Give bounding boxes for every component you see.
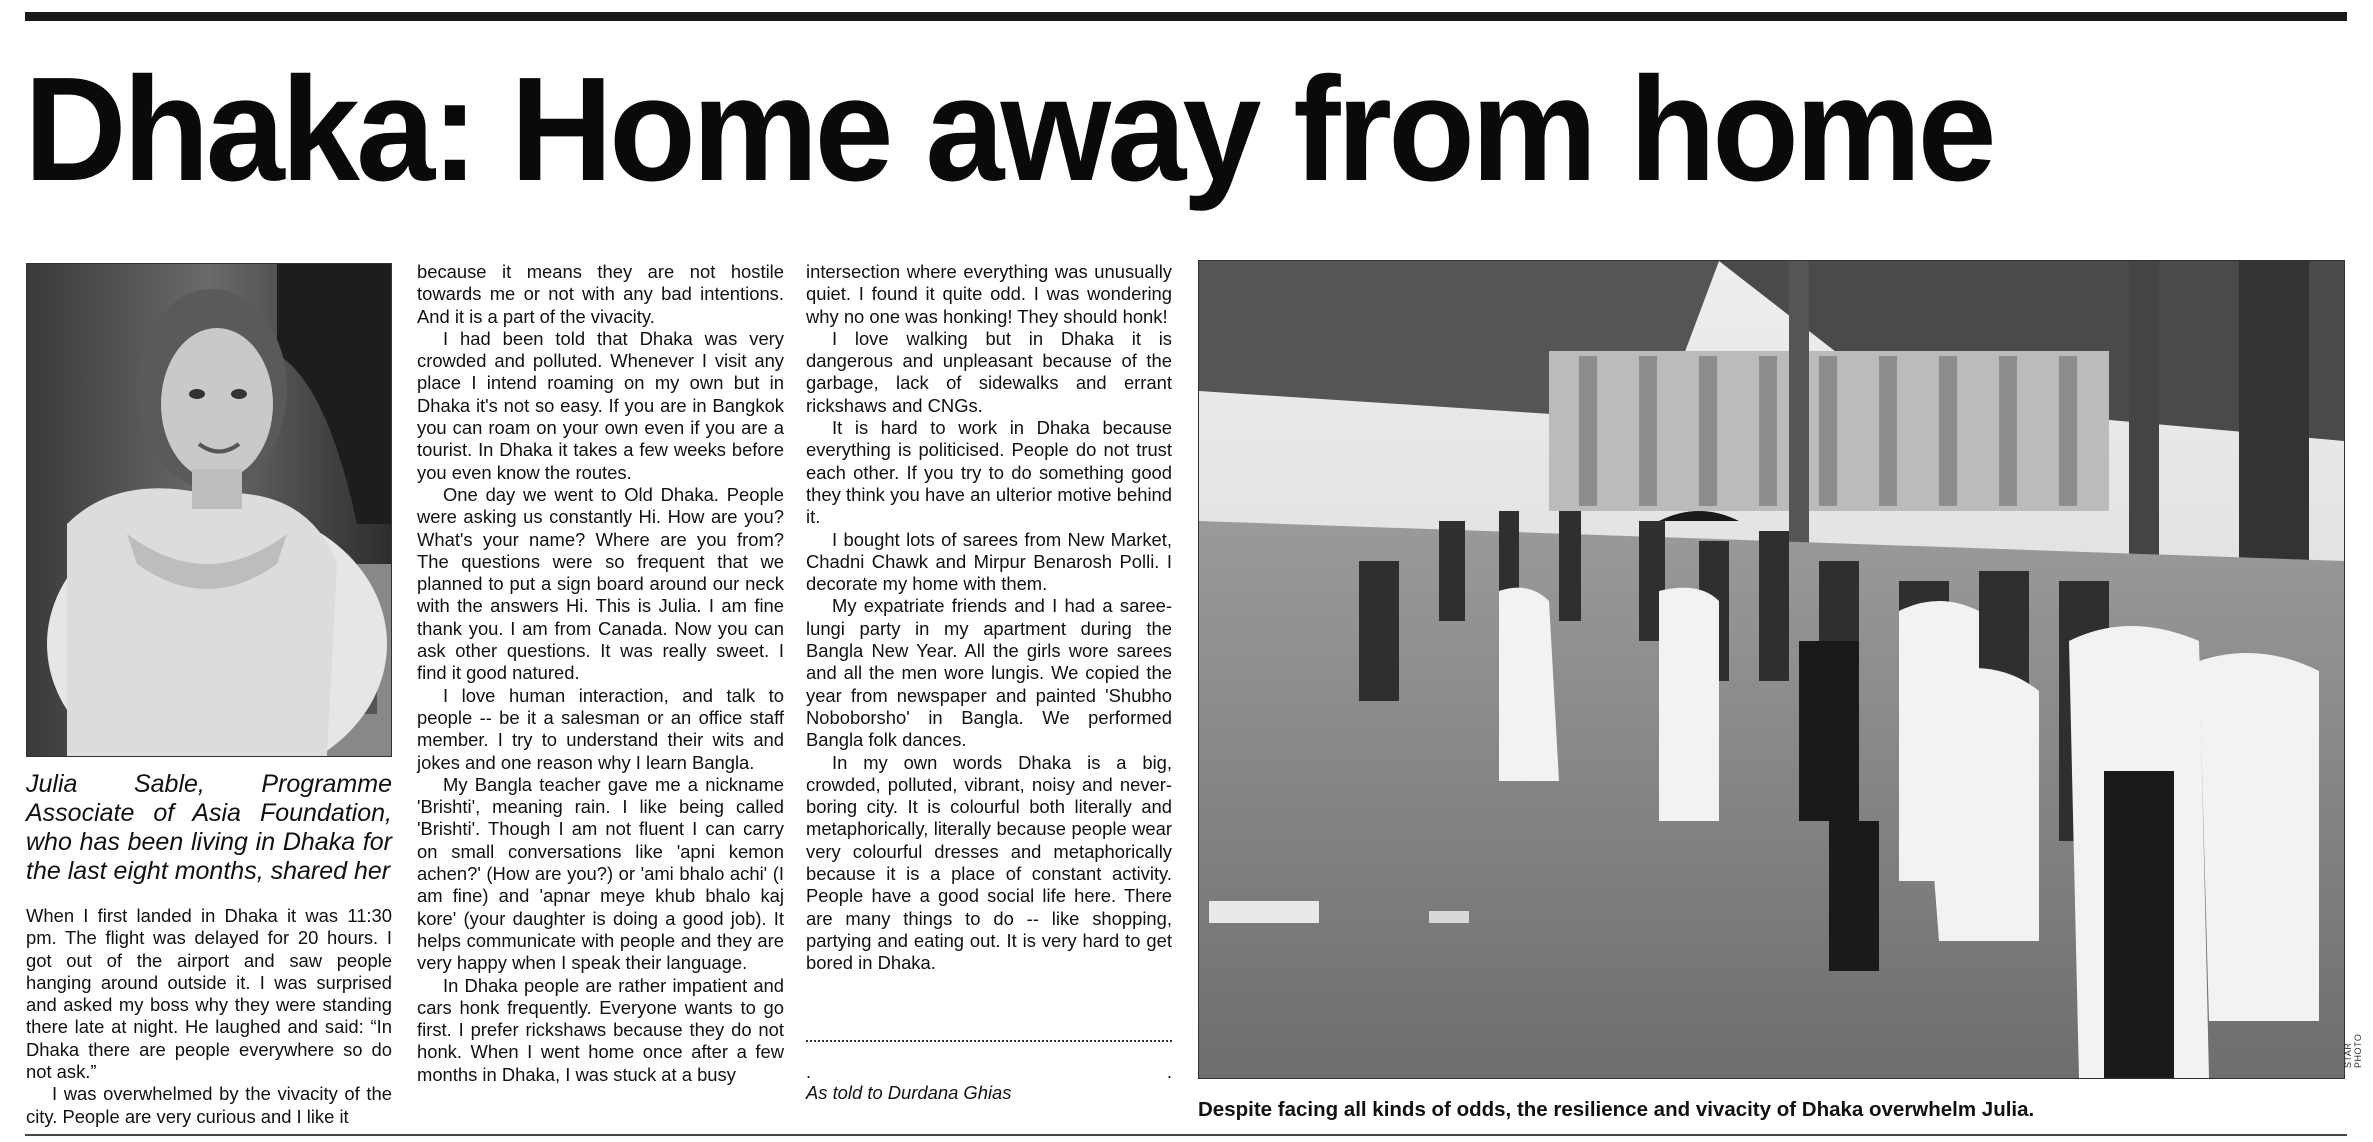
paragraph: I bought lots of sarees from New Market, Chadni Chawk and Mirpur Benarosh Polli. I decorate my home with them. xyxy=(806,528,1172,595)
paragraph: My expatriate friends and I had a saree-lungi party in my apartment during the Bangla New Year. All the girls wore sarees and all the men wore lungis. We copied the year from newspaper and painted 'Shubho Noboborsho' in Bangla. We performed Bangla folk dances. xyxy=(806,595,1172,751)
byline-text: As told to Durdana Ghias xyxy=(806,1082,1012,1103)
paragraph: My Bangla teacher gave me a nickname 'Brishti', meaning rain. I like being called 'Brishti'. Though I am not fluent I can carry on small conversations like 'apni kemon achen?' (How are you?) or 'ami bhalo achi' (I am fine) and 'apnar meye khub bhalo kaj kore' (your daughter is doing a good job). It helps communicate with people and they are very happy when I speak their language. xyxy=(417,773,784,974)
portrait-caption: Julia Sable, Programme Associate of Asia Foundation, who has been living in Dhaka for the last eight months, shared her xyxy=(26,770,392,885)
paragraph: In my own words Dhaka is a big, crowded, polluted, vibrant, noisy and never-boring city. It is colourful both literally and metaphorically, literally because people wear very colourful dresses and metaphorically because it is a place of constant activity. People have a good social life here. There are many things to do -- like shopping, partying and eating out. It is very hard to get bored in Dhaka. xyxy=(806,751,1172,974)
dotted-separator-dots: . . xyxy=(806,1062,1172,1082)
photo-caption: Despite facing all kinds of odds, the resilience and vivacity of Dhaka overwhelm Julia. xyxy=(1198,1098,2035,1121)
article-column-2 xyxy=(417,261,784,1086)
article-column-1 xyxy=(26,905,392,1128)
street-photo xyxy=(1198,260,2345,1079)
headline: Dhaka: Home away from home xyxy=(24,47,1993,212)
paragraph: One day we went to Old Dhaka. People were asking us constantly Hi. How are you? What's your name? Where are you from? The questions were so frequent that we planned to put a sign board around our neck with the answers Hi. This is Julia. I am fine thank you. I am from Canada. Now you can ask other questions. It was really sweet. I find it good natured. xyxy=(417,483,784,684)
byline xyxy=(806,1082,1172,1104)
photo-credit: STAR PHOTO xyxy=(2343,1033,2363,1068)
paragraph: I was overwhelmed by the vivacity of the city. People are very curious and I like it xyxy=(26,1083,392,1127)
top-rule xyxy=(25,12,2347,21)
paragraph: I had been told that Dhaka was very crowded and polluted. Whenever I visit any place I intend roaming on my own but in Dhaka it's not so easy. If you are in Bangkok you can roam on your own even if you are a tourist. In Dhaka it takes a few weeks before you even know the routes. xyxy=(417,327,784,483)
portrait-photo xyxy=(26,263,392,757)
paragraph: because it means they are not hostile towards me or not with any bad intentions. And it is a part of the vivacity. xyxy=(417,261,784,327)
paragraph: intersection where everything was unusually quiet. I found it quite odd. I was wondering why no one was honking! They should honk! xyxy=(806,261,1172,327)
bottom-rule xyxy=(25,1134,2347,1136)
article-column-3 xyxy=(806,261,1172,975)
paragraph: I love walking but in Dhaka it is dangerous and unpleasant because of the garbage, lack of sidewalks and errant rickshaws and CNGs. xyxy=(806,327,1172,416)
paragraph: When I first landed in Dhaka it was 11:30 pm. The flight was delayed for 20 hours. I got out of the airport and saw people hanging around outside it. I was surprised and asked my boss why they were standing there late at night. He laughed and said: “In Dhaka there are people everywhere so do not ask.” xyxy=(26,905,392,1083)
dotted-separator xyxy=(806,1040,1172,1042)
paragraph: It is hard to work in Dhaka because everything is politicised. People do not trust each other. If you try to do something good they think you have an ulterior motive behind it. xyxy=(806,417,1172,528)
paragraph: I love human interaction, and talk to people -- be it a salesman or an office staff member. I try to understand their wits and jokes and one reason why I learn Bangla. xyxy=(417,684,784,773)
paragraph: In Dhaka people are rather impatient and cars honk frequently. Everyone wants to go first. I prefer rickshaws because they do not honk. When I went home once after a few months in Dhaka, I was stuck at a busy xyxy=(417,974,784,1085)
